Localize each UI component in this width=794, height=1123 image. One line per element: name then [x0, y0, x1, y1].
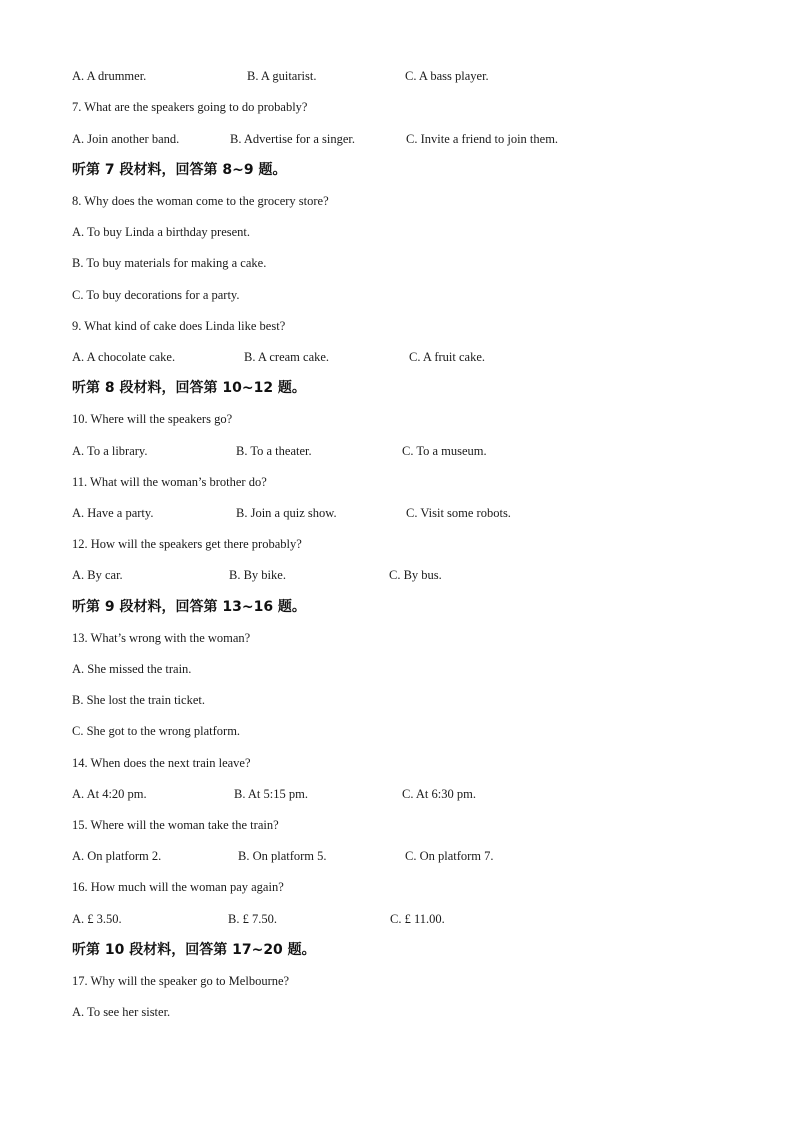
option-c: C. By bus.: [389, 568, 442, 582]
option-b: B. A guitarist.: [247, 69, 317, 83]
option-c: C. To a museum.: [402, 444, 487, 458]
option-a: A. At 4:20 pm.: [72, 787, 147, 801]
option-c: C. £ 11.00.: [390, 912, 445, 926]
section-heading-9: 听第 9 段材料，回答第 13~16 题。: [72, 599, 306, 615]
option-a: A. Have a party.: [72, 506, 154, 520]
question-7: 7. What are the speakers going to do probably?: [72, 100, 308, 114]
question-12: 12. How will the speakers get there probably?: [72, 537, 302, 551]
question-16: 16. How much will the woman pay again?: [72, 880, 284, 894]
question-14: 14. When does the next train leave?: [72, 756, 251, 770]
question-8-option-c: C. To buy decorations for a party.: [72, 288, 240, 302]
option-b: B. At 5:15 pm.: [234, 787, 308, 801]
option-c: C. A bass player.: [405, 69, 489, 83]
option-c: C. Invite a friend to join them.: [406, 132, 559, 146]
option-a: A. A drummer.: [72, 69, 147, 83]
section-heading-7: 听第 7 段材料，回答第 8~9 题。: [72, 162, 287, 178]
question-17-option-a: A. To see her sister.: [72, 1005, 171, 1019]
question-13-option-b: B. She lost the train ticket.: [72, 693, 205, 707]
option-b: B. To a theater.: [236, 444, 312, 458]
option-a: A. On platform 2.: [72, 849, 162, 863]
question-8: 8. Why does the woman come to the grocery store?: [72, 194, 329, 208]
option-c: C. A fruit cake.: [409, 350, 486, 364]
section-heading-10: 听第 10 段材料，回答第 17~20 题。: [72, 942, 316, 958]
option-b: B. Advertise for a singer.: [230, 132, 355, 146]
option-a: A. To a library.: [72, 444, 148, 458]
question-17: 17. Why will the speaker go to Melbourne?: [72, 974, 290, 988]
option-a: A. A chocolate cake.: [72, 350, 176, 364]
section-heading-8: 听第 8 段材料，回答第 10~12 题。: [72, 380, 306, 396]
question-13-option-a: A. She missed the train.: [72, 662, 192, 676]
option-a: A. £ 3.50.: [72, 912, 122, 926]
option-b: B. Join a quiz show.: [236, 506, 337, 520]
option-c: C. Visit some robots.: [406, 506, 511, 520]
option-a: A. By car.: [72, 568, 123, 582]
option-c: C. On platform 7.: [405, 849, 494, 863]
question-9: 9. What kind of cake does Linda like best?: [72, 319, 286, 333]
question-13: 13. What’s wrong with the woman?: [72, 631, 251, 645]
option-c: C. At 6:30 pm.: [402, 787, 476, 801]
question-8-option-b: B. To buy materials for making a cake.: [72, 256, 267, 270]
option-b: B. £ 7.50.: [228, 912, 277, 926]
question-13-option-c: C. She got to the wrong platform.: [72, 724, 241, 738]
option-b: B. By bike.: [229, 568, 286, 582]
option-b: B. On platform 5.: [238, 849, 327, 863]
question-11: 11. What will the woman’s brother do?: [72, 475, 267, 489]
option-a: A. Join another band.: [72, 132, 180, 146]
question-10: 10. Where will the speakers go?: [72, 412, 233, 426]
question-15: 15. Where will the woman take the train?: [72, 818, 279, 832]
option-b: B. A cream cake.: [244, 350, 330, 364]
question-8-option-a: A. To buy Linda a birthday present.: [72, 225, 251, 239]
